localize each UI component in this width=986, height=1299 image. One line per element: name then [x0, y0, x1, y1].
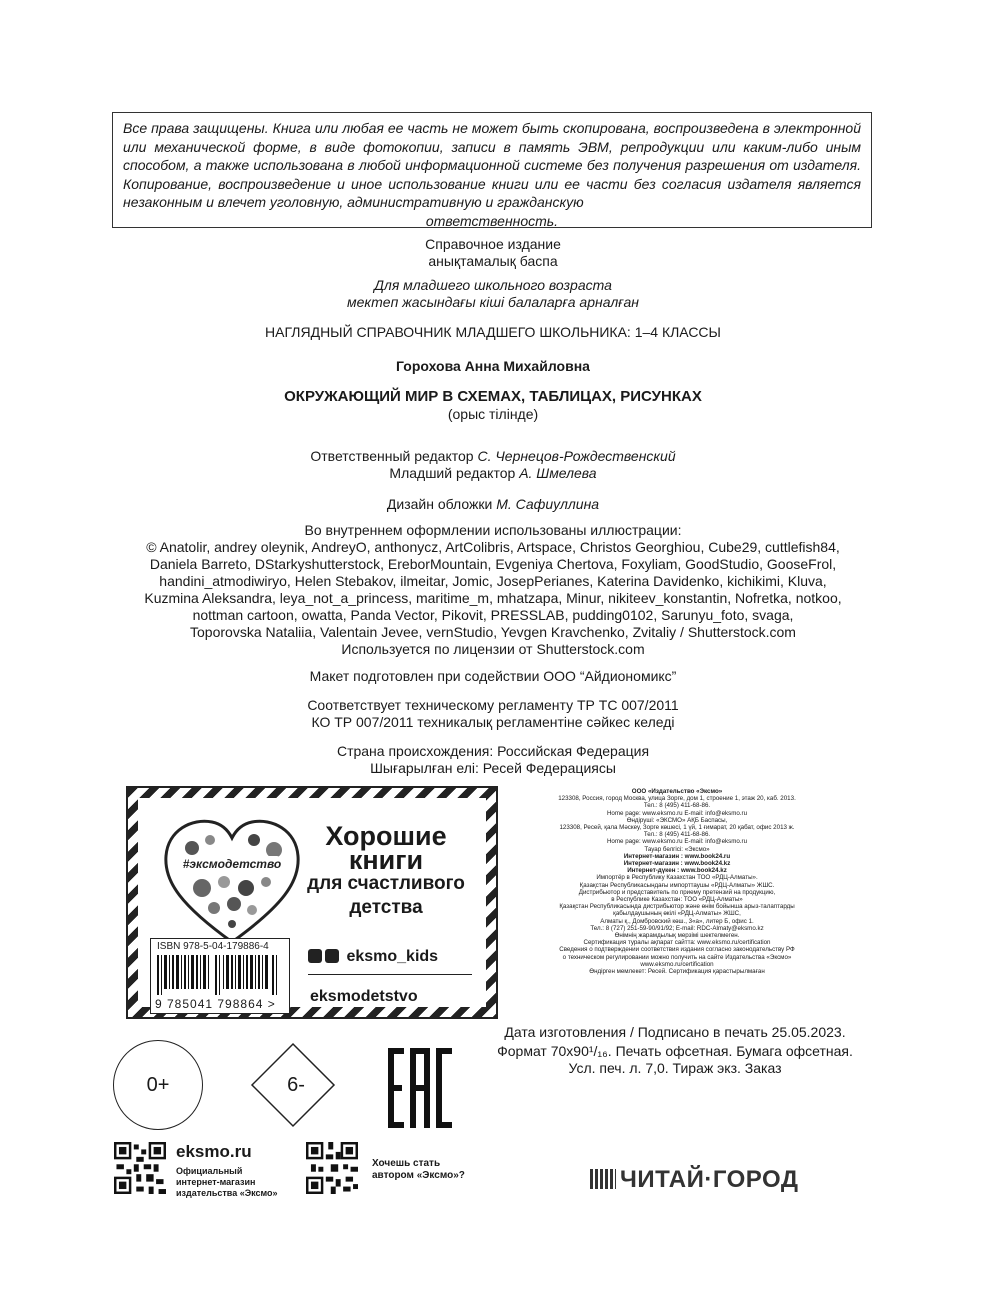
publisher-line: Интернет-магазин : www.book24.ru: [623, 852, 731, 860]
slogan: [306, 821, 466, 920]
credit-role: Дизайн обложки: [386, 496, 497, 512]
rights-notice-last-line: ответственность.: [425, 212, 559, 229]
retailer-logo: [590, 1166, 798, 1194]
audience-kz: мектеп жасындағы кіші балаларға арналған: [346, 294, 639, 310]
qr-code-icon[interactable]: [114, 1142, 166, 1194]
illustrations-line: © Anatolir, andrey oleynik, AndreyO, anthonycz, ArtColibris, Artspace, Christos Georghiou, Cube29, cuttlefish84,: [146, 539, 840, 555]
slogan-line: детства: [349, 897, 423, 918]
illustrations-line: Daniela Barreto, DStarkyshutterstock, EreborMountain, Evgeniya Chertova, Foxyliam, GoodStudio, GooseFrol,: [149, 556, 837, 572]
hashtag-text: #эксмодетство: [182, 857, 282, 871]
audience-ru: Для младшего школьного возраста: [374, 277, 612, 293]
publisher-line: www.eksmo.ru/certification: [640, 960, 714, 968]
publisher-line: о техническом регулировании можно получить на сайте Издательства «Эксмо»: [562, 953, 792, 961]
illustrations-license: Используется по лицензии от Shutterstock.com: [341, 641, 645, 657]
country-of-origin: [0, 743, 986, 777]
publisher-line: в Республике Казахстан: ТОО «РДЦ-Алматы»: [611, 896, 743, 904]
eksmo-desc-line: Официальный: [176, 1166, 243, 1176]
envelope-banner: [126, 786, 498, 1019]
eksmo-site[interactable]: eksmo.ru: [176, 1142, 252, 1161]
credits-editors: [0, 448, 986, 482]
publisher-line: Өндірген мемлекет: Ресей. Сертификация қарастырылмаған: [589, 968, 765, 976]
publisher-line: Өндіруші: «ЭКСМО» АҚБ Баспасы,: [626, 816, 728, 824]
series-title: НАГЛЯДНЫЙ СПРАВОЧНИК МЛАДШЕГО ШКОЛЬНИКА: 1–4 КЛАССЫ: [265, 324, 721, 340]
rights-notice-text: Все права защищены. Книга или любая ее часть не может быть скопирована, воспроизведена в электронной или механической форме, в виде фотокопии, записи в память ЭВМ, репродукции или каким-либо иным способом, а также использована в любой информационной системе без получения разрешения от издателя. Копирование, воспроизведение и иное использование книги или ее части без согласия издателя является незаконным и влечет уголовную, административную и гражданскую: [123, 120, 861, 211]
publisher-line: Интернет-дүкен : www.book24.kz: [627, 867, 727, 875]
telegram-icon: [325, 949, 339, 963]
slogan-line: для счастливого: [307, 873, 465, 894]
publisher-line: Тауар белгісі: «Эксмо»: [644, 845, 710, 853]
illustrations-line: Toporovska Nataliia, Valentain Jevee, vernStudio, Yevgen Kravchenko, Zvitaliy / Shutterstock.com: [190, 624, 796, 640]
publisher-details: [512, 788, 842, 975]
publisher-line: Алматы қ., Домбровский көш., 3«а», литер Б, офис 1.: [600, 917, 754, 925]
envelope-inner: [138, 798, 486, 1011]
retailer-bars-icon: [590, 1169, 616, 1189]
publisher-line: Home page: www.eksmo.ru E-mail: info@eksmo.ru: [606, 838, 748, 846]
illustrations-line: nottman cartoon, owatta, Panda Vector, Pikovit, PRESSLAB, pudding0102, Sarunyu_foto, svaga,: [192, 607, 794, 623]
age-rating-badge: 0+: [113, 1040, 203, 1130]
book-title: ОКРУЖАЮЩИЙ МИР В СХЕМАХ, ТАБЛИЦАХ, РИСУНКАХ: [284, 388, 702, 405]
eksmo-desc-line: издательства «Эксмо»: [176, 1188, 278, 1198]
publisher-line: Сертификация туралы ақпарат сайтта: www.eksmo.ru/certification: [583, 939, 771, 947]
isbn-label: ISBN 978-5-04-179886-4: [157, 941, 269, 952]
qr-code-icon[interactable]: [306, 1142, 358, 1194]
become-author: [372, 1158, 465, 1182]
publisher-line: Дистрибьютор и представитель по приему претензий на продукцию,: [578, 888, 776, 896]
language-note: (орыс тілінде): [447, 406, 539, 422]
retailer-name: ЧИТАЙ·ГОРОД: [620, 1166, 799, 1193]
credit-role: Младший редактор: [389, 465, 520, 481]
heart-icon: [162, 816, 302, 946]
eksmo-shop: [176, 1142, 278, 1199]
edition-type: [0, 236, 986, 270]
production-line-1: Дата изготовления / Подписано в печать 25.05.2023.: [504, 1024, 846, 1040]
credit-chief-editor: [0, 448, 986, 465]
publisher-line: қабылдаушының өкілі «РДЦ-Алматы» ЖШС,: [613, 910, 741, 918]
envelope-site: eksmodetstvo: [310, 988, 418, 1005]
publisher-line: Қазақстан Республикасында дистрибьютор және өнім бойынша арыз-талаптарды: [559, 903, 795, 911]
publisher-line: Қазақстан Республикасындағы импорттаушы «РДЦ-Алматы» ЖШС.: [579, 881, 775, 889]
eac-mark-icon: [388, 1048, 452, 1128]
edition-type-ru: Справочное издание: [425, 236, 561, 252]
publisher-line: Импортёр в Республику Казахстан ТОО «РДЦ-Алматы».: [596, 874, 758, 882]
credit-name: М. Сафиуллина: [496, 496, 600, 512]
social-handle: [308, 948, 438, 966]
become-author-line: автором «Эксмо»?: [372, 1170, 465, 1181]
barcode-icon: [157, 955, 283, 995]
credit-junior-editor: [0, 465, 986, 482]
layout-note: Макет подготовлен при содействии ООО “Айдиономикс”: [309, 668, 677, 684]
production-line-3: Усл. печ. л. 7,0. Тираж экз. Заказ: [568, 1060, 782, 1076]
publisher-line: Home page: www.eksmo.ru E-mail: info@eksmo.ru: [606, 809, 748, 817]
publisher-line: 123308, Россия, город Москва, улица Зорге, дом 1, строение 1, этаж 20, каб. 2013.: [558, 795, 796, 803]
publisher-line: ООО «Издательство «Эксмо»: [631, 788, 723, 795]
credit-name: С. Чернецов-Рождественский: [477, 448, 676, 464]
illustrations-credits: [0, 522, 986, 658]
regulation-kz: КО ТР 007/2011 техникалық регламентіне сәйкес келеді: [311, 714, 675, 730]
audience: [0, 277, 986, 311]
edition-type-kz: анықтамалық баспа: [428, 253, 558, 269]
illustrations-line: Kuzmina Aleksandra, leya_not_a_princess, maritime_m, mhatzapa, Minur, nikiteev_konstantin, Nofretka, notkoo,: [144, 590, 842, 606]
eksmo-desc-line: интернет-магазин: [176, 1177, 256, 1187]
isbn-barcode: [150, 938, 290, 1014]
social-handle-text: eksmo_kids: [346, 948, 439, 965]
publisher-line: Интернет-магазин : www.book24.kz: [623, 860, 731, 868]
regulation-ru: Соответствует техническому регламенту ТР ТС 007/2011: [307, 697, 679, 713]
regulation: [0, 697, 986, 731]
age-recommendation: 6-: [287, 1074, 305, 1096]
rights-notice: [112, 112, 872, 228]
become-author-line: Хочешь стать: [372, 1158, 441, 1169]
isbn-digits: 9 785041 798864 >: [155, 997, 276, 1011]
eksmo-shop-description: [176, 1166, 278, 1199]
publisher-line: Өнімнің жарамдылық мерзімі шектелмеген.: [614, 932, 740, 940]
slogan-line: Хорошие: [325, 821, 447, 851]
social-divider: [308, 974, 472, 975]
book-author: Горохова Анна Михайловна: [396, 358, 590, 374]
slogan-line: книги: [348, 845, 424, 875]
credit-role: Ответственный редактор: [310, 448, 478, 464]
publisher-line: 123308, Ресей, қала Мәскеу, Зорге көшесі, 1 үй, 1 ғимарат, 20 қабат, офис 2013 ж.: [559, 824, 795, 832]
credit-name: А. Шмелева: [519, 465, 597, 481]
credit-cover-design: [0, 496, 986, 513]
vk-icon: [308, 949, 322, 963]
illustrations-line: handini_atmodiwiryo, Helen Stebakov, ilmeitar, Jomic, JosepPerianes, Katerina Davidenko, kichikimi, Kluva,: [159, 573, 827, 589]
publisher-line: Тел.: 8 (727) 251-59-90/91/92; E-mail: RDC-Almaty@eksmo.kz: [590, 924, 764, 932]
production-line-2: Формат 70х90¹/₁₆. Печать офсетная. Бумага офсетная.: [497, 1043, 853, 1059]
publisher-line: Тел.: 8 (495) 411-68-86.: [643, 802, 711, 810]
publisher-line: Тел.: 8 (495) 411-68-86.: [643, 831, 711, 839]
origin-ru: Страна происхождения: Российская Федерация: [336, 743, 650, 759]
publisher-line: Сведения о подтверждении соответствия издания согласно законодательству РФ: [559, 946, 795, 954]
origin-kz: Шығарылған елі: Ресей Федерациясы: [370, 760, 616, 776]
illustrations-heading: Во внутреннем оформлении использованы иллюстрации:: [304, 522, 682, 538]
